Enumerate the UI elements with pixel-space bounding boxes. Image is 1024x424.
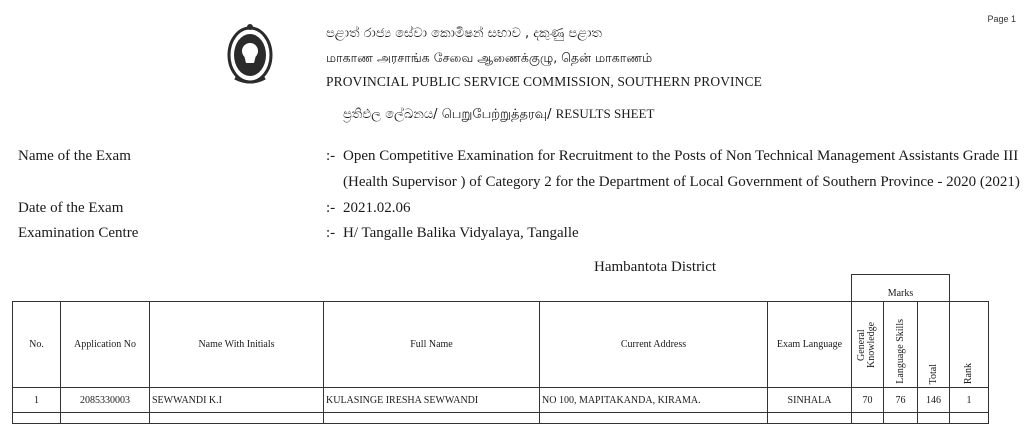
exam-centre-value: H/ Tangalle Balika Vidyalaya, Tangalle bbox=[343, 225, 579, 241]
partial-cell bbox=[324, 413, 540, 424]
cell-no: 1 bbox=[13, 388, 61, 413]
exam-date-label: Date of the Exam bbox=[18, 200, 124, 216]
header-tamil: மாகாண அரசாங்க சேவை ஆணைக்குழு, தென் மாகாணம் bbox=[326, 50, 653, 65]
partial-cell bbox=[918, 413, 950, 424]
partial-cell bbox=[61, 413, 150, 424]
cell-general-knowledge: 70 bbox=[852, 388, 884, 413]
district-title: Hambantota District bbox=[594, 259, 717, 275]
header-spacer-right bbox=[950, 275, 989, 302]
partial-cell bbox=[13, 413, 61, 424]
column-header-row bbox=[13, 302, 989, 388]
general-knowledge-text: General Knowledge bbox=[855, 321, 877, 369]
col-header-general-knowledge bbox=[852, 302, 884, 388]
col-header-language-skills bbox=[884, 302, 918, 388]
cell-current-address: NO 100, MAPITAKANDA, KIRAMA. bbox=[540, 388, 768, 413]
cell-rank: 1 bbox=[950, 388, 989, 413]
table-row-partial bbox=[13, 413, 989, 424]
exam-centre-separator: :- bbox=[326, 225, 336, 241]
results-sheet-prefix: ප්‍රතිඵල ලේඛනය/ பெறுபேற்றுத்தரவு/ bbox=[343, 107, 556, 122]
col-header-current-address: Current Address bbox=[540, 302, 768, 388]
cell-name-initials: SEWWANDI K.I bbox=[150, 388, 324, 413]
cell-full-name: KULASINGE IRESHA SEWWANDI bbox=[324, 388, 540, 413]
col-header-rank bbox=[950, 302, 989, 388]
exam-name-label: Name of the Exam bbox=[18, 148, 131, 164]
partial-cell bbox=[540, 413, 768, 424]
language-skills-text: Language Skills bbox=[894, 319, 906, 384]
partial-cell bbox=[150, 413, 324, 424]
results-table bbox=[12, 274, 989, 424]
page-number: Page 1 bbox=[987, 14, 1016, 24]
marks-header-row bbox=[13, 275, 989, 302]
col-header-no: No. bbox=[13, 302, 61, 388]
table-row bbox=[13, 388, 989, 413]
partial-cell bbox=[884, 413, 918, 424]
state-emblem-icon bbox=[225, 22, 275, 88]
exam-date-value: 2021.02.06 bbox=[343, 200, 411, 216]
exam-name-line2: (Health Supervisor ) of Category 2 for the Department of Local Government of Southern Province - 2020 (2021) bbox=[343, 174, 1020, 190]
col-header-name-initials: Name With Initials bbox=[150, 302, 324, 388]
header-english: PROVINCIAL PUBLIC SERVICE COMMISSION, SOUTHERN PROVINCE bbox=[326, 74, 762, 89]
partial-cell bbox=[950, 413, 989, 424]
exam-name-separator: :- bbox=[326, 148, 336, 164]
exam-centre-label: Examination Centre bbox=[18, 225, 139, 241]
partial-cell bbox=[768, 413, 852, 424]
col-header-full-name: Full Name bbox=[324, 302, 540, 388]
header-spacer bbox=[13, 275, 852, 302]
cell-total: 146 bbox=[918, 388, 950, 413]
cell-application-no: 2085330003 bbox=[61, 388, 150, 413]
partial-cell bbox=[852, 413, 884, 424]
col-header-exam-language: Exam Language bbox=[768, 302, 852, 388]
exam-name-line1: Open Competitive Examination for Recruitment to the Posts of Non Technical Management Assistants Grade III bbox=[343, 148, 1019, 164]
marks-group-header: Marks bbox=[852, 275, 950, 302]
cell-exam-language: SINHALA bbox=[768, 388, 852, 413]
exam-date-separator: :- bbox=[326, 200, 336, 216]
header-sinhala: පළාත් රාජ්‍ය සේවා කොමිෂන් සභාව , දකුණු පළාත bbox=[326, 26, 602, 41]
results-sheet-title bbox=[343, 106, 654, 123]
results-sheet-english: RESULTS SHEET bbox=[555, 106, 655, 121]
col-header-total bbox=[918, 302, 950, 388]
rank-text: Rank bbox=[963, 362, 974, 384]
total-text: Total bbox=[927, 363, 939, 384]
col-header-application-no: Application No bbox=[61, 302, 150, 388]
cell-language-skills: 76 bbox=[884, 388, 918, 413]
